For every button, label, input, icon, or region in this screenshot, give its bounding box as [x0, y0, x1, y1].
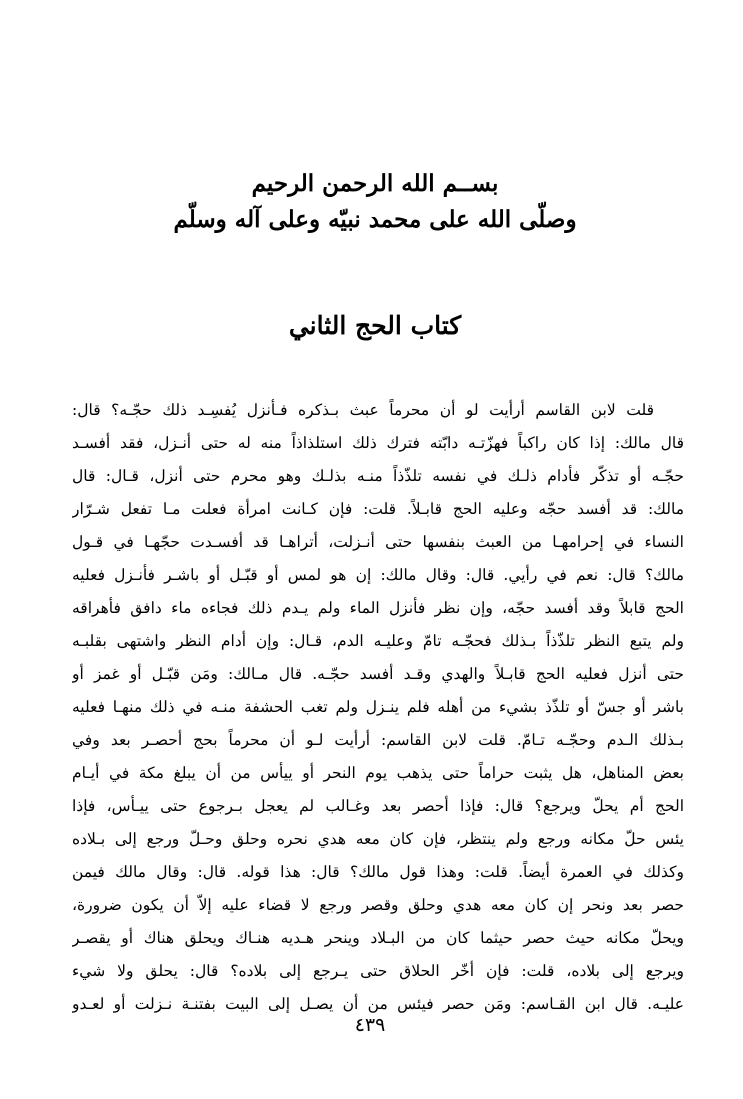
text-line: يئس حلّ مكانه ورجع ولم ينتظر، فإن كان معه هدي نحره وحلق وحـلّ ورجع إلى بـلاده — [72, 830, 684, 848]
text-line: حتى أنزل فعليه الحج قابـلاً والهدي وقـد أفسد حجّـه. قال مـالك: ومَن قبّـل أو غمز أو — [72, 665, 684, 683]
text-line: باشر أو جسّ أو تلذّذ بشيء من أهله فلم ينـزل ولم تغب الحشفة منـه في ذلك منهـا فعليه — [72, 698, 684, 716]
text-line: بعض المناهل، هل يثبت حراماً حتى يذهب يوم النحر أو ييأس من أن يبلغ مكة في أيـام — [72, 764, 684, 782]
text-line: قلت لابن القاسم أرأيت لو أن محرماً عبث بـذكره فـأنزل يُفسِـد ذلك حجّـه؟ قال: — [72, 401, 654, 419]
basmala-heading — [160, 166, 590, 238]
text-line: عليـه. قال ابن القـاسم: ومَن حصر فيئس من أن يصـل إلى البيت بفتنـة نـزلت أو لعـدو — [72, 995, 684, 1013]
text-line: ويحلّ مكانه حيث حصر حيثما كان من البـلاد وينحر هـديه هنـاك ويحلق هناك أو يقصـر — [72, 929, 684, 947]
text-line: الحج قابلاً وقد أفسد حجّه، وإن نظر فأنزل الماء ولم يـدم ذلك فجاءه ماء دافق فأهراقه — [72, 599, 684, 617]
page-number: ٤٣٩ — [354, 1014, 386, 1036]
text-line: قال مالك: إذا كان راكباً فهزّتـه دابّته فترك ذلك استلذاذاً منه له حتى أنـزل، فقد أفسـد — [72, 434, 684, 452]
body-text — [72, 394, 684, 1021]
text-line: النساء في إحرامهـا من العبث بنفسها حتى أنـزلت، أتراهـا قد أفسـدت حجّهـا في قـول — [72, 533, 684, 551]
book-title: كتاب الحج الثاني — [288, 311, 462, 340]
text-line: مالك؟ قال: نعم في رأيي. قال: وقال مالك: إن هو لمس أو قبّـل أو باشـر فأنـزل فعليه — [72, 566, 684, 584]
text-line: ويرجع إلى بلاده، قلت: فإن أخّر الحلاق حتى يـرجع إلى بلاده؟ قال: يحلق ولا شيء — [72, 962, 684, 980]
text-line: ولم يتبع النظر تلذّذاً بـذلك فحجّـه تامّ وعليـه الدم، قـال: وإن أدام النظر واشتهى بقلبـه — [72, 632, 684, 650]
basmala-line-2: وصلّى الله على محمد نبيّه وعلى آله وسلّم — [173, 206, 577, 233]
text-line: الحج أم يحلّ ويرجع؟ قال: فإذا أحصر بعد وغـالب لم يعجل بـرجوع حتى ييـأس، فإذا — [72, 797, 684, 815]
text-line: وكذلك في العمرة أيضاً. قلت: وهذا قول مالك؟ قال: هذا قوله. قال: وقال مالك فيمن — [72, 863, 684, 881]
text-line: بـذلك الـدم وحجّـه تـامّ. قلت لابن القاسم: أرأيت لـو أن محرماً بحج أحصـر بعد وفي — [72, 731, 684, 749]
basmala-line-1: بســم الله الرحمن الرحيم — [251, 170, 499, 197]
text-line: حصر بعد ونحر إن كان معه هدي وحلق وقصر ورجع لا قضاء عليه إلاّ أن يكون ضرورة، — [72, 896, 684, 914]
text-line: حجّـه أو تذكّر فأدام ذلـك في نفسه تلذّذاً منـه بذلـك وهو محرم حتى أنزل، قـال: قال — [72, 467, 684, 485]
text-line: مالك: قد أفسد حجّه وعليه الحج قابـلاً. قلت: فإن كـانت امرأة فعلت مـا تفعل شـرّار — [72, 500, 684, 518]
